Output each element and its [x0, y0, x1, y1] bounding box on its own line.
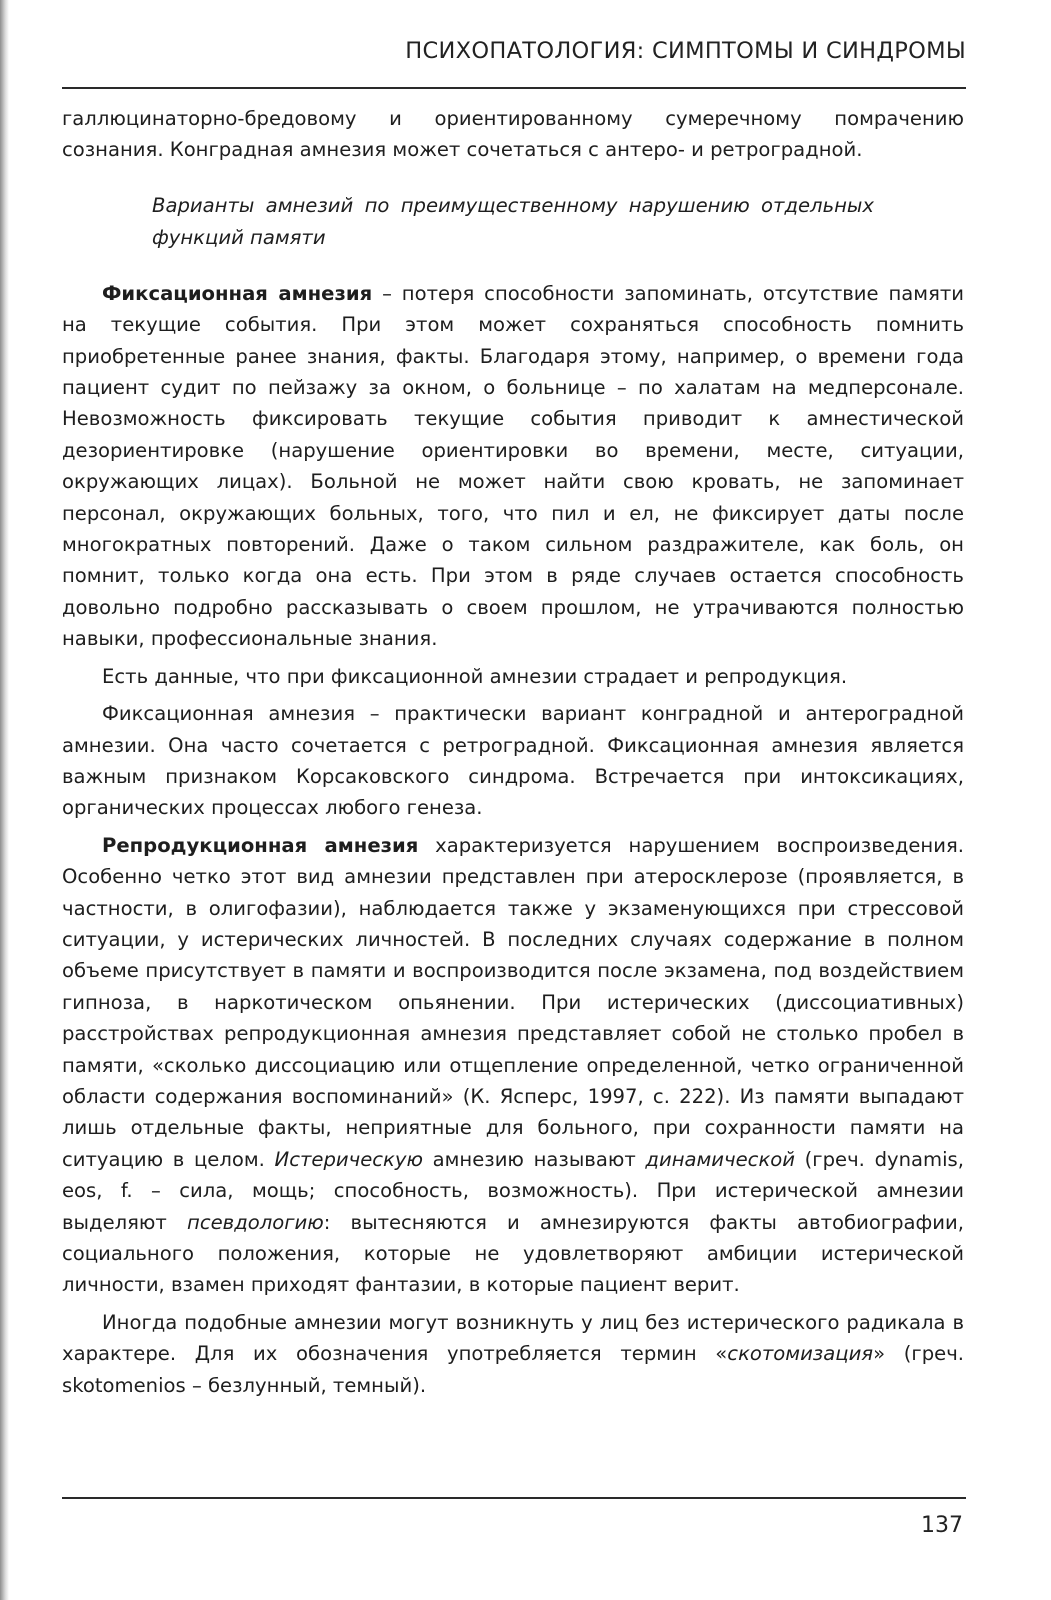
paragraph-reproduction-note: Есть данные, что при фиксационной амнезии страдает и репродукция. [102, 664, 848, 688]
paragraph-text: амнезию называют [422, 1147, 646, 1171]
term-fixation-amnesia: Фиксационная амнезия [102, 281, 373, 305]
header-rule [62, 87, 966, 89]
italic-term: динамической [645, 1147, 795, 1171]
paragraph-reproduction-amnesia [62, 830, 964, 1301]
running-header: ПСИХОПАТОЛОГИЯ: СИМПТОМЫ И СИНДРОМЫ [405, 38, 966, 64]
section-subheading: Варианты амнезий по преимущественному нарушению отдельных функций памяти [152, 193, 874, 249]
paragraph-scotomization [62, 1307, 964, 1401]
italic-term: псевдологию [187, 1210, 324, 1234]
paragraph-text: характеризуется нарушением воспроизведения. Особенно четко этот вид амнезии представлен при атеросклерозе (проявляется, в частности, в олигофазии), наблюдается также у экзаменующихся при стрессовой ситуации, у истерических личностей. В последних случаях содержание в полном объеме присутствует в памяти и воспроизводится после экзамена, под воздействием гипноза, в наркотическом опьянении. При истерических (диссоциативных) расстройствах репродукционная амнезия представляет собой не столько пробел в памяти, «сколько диссоциацию или отщепление определенной, четко ограниченной области содержания воспоминаний» (К. Ясперс, 1997, с. 222). Из памяти выпадают лишь отдельные факты, неприятные для больного, при сохранности памяти на ситуацию в целом. [62, 833, 964, 1171]
paragraph-fixation-amnesia [62, 278, 964, 655]
term-reproduction-amnesia: Репродукционная амнезия [102, 833, 419, 857]
paragraph-continuation: галлюцинаторно-бредовому и ориентированному сумеречному помрачению сознания. Конградная амнезия может сочетаться с антеро- и ретроградной. [62, 107, 964, 162]
page-binding-shadow [0, 0, 9, 1600]
footer-rule [62, 1497, 966, 1499]
paragraph-text: Иногда подобные амнезии могут возникнуть у лиц без истерического радикала в характере. Для их обозначения употребляется термин « [62, 1310, 964, 1366]
italic-term: Истерическую [274, 1147, 423, 1171]
paragraph-fixation-variant: Фиксационная амнезия – практически вариант конградной и антероградной амнезии. Она часто сочетается с ретроградной. Фиксационная амнезия является важным признаком Корсаковского синдрома. Встречается при интоксикациях, органических процессах любого генеза. [62, 702, 964, 820]
paragraph-text: : вытесняются и амнезируются факты автобиографии, социального положения, которые не удовлетворяют амбиции истерической личности, взамен приходят фантазии, в которые пациент верит. [62, 1210, 964, 1297]
paragraph-text: (греч. dynamis, eos, f. – сила, мощь; способность, возможность). При истерической амнезии выделяют [62, 1147, 964, 1234]
page-body [62, 103, 964, 1401]
paragraph-text: » (греч. skotomenios – безлунный, темный). [62, 1342, 964, 1397]
italic-term: скотомизация [727, 1342, 874, 1366]
paragraph-text: – потеря способности запоминать, отсутствие памяти на текущие события. При этом может сохраняться способность помнить приобретенные ранее знания, факты. Благодаря этому, например, о времени года пациент судит по пейзажу за окном, о больнице – по халатам на медперсонале. Невозможность фиксировать текущие события приводит к амнестической дезориентировке (нарушение ориентировки во времени, месте, ситуации, окружающих лицах). Больной не может найти свою кровать, не запоминает персонал, окружающих больных, того, что пил и ел, не фиксирует даты после многократных повторений. Даже о таком сильном раздражителе, как боль, он помнит, только когда она есть. При этом в ряде случаев остается способность довольно подробно рассказывать о своем прошлом, не утрачиваются полностью навыки, профессиональные знания. [62, 281, 965, 651]
page-number: 137 [921, 1513, 963, 1538]
